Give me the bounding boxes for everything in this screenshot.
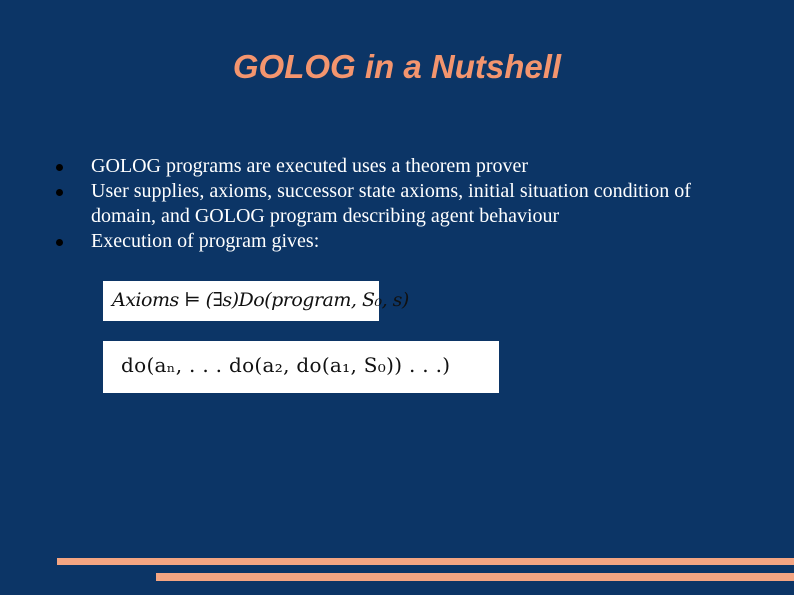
bullet-item	[56, 154, 756, 179]
bullet-text: Execution of program gives:	[91, 230, 320, 252]
formula-do-sequence-image	[103, 341, 499, 393]
bullet-dot-icon	[56, 189, 63, 196]
formula-do-sequence-text: do(aₙ, . . . do(a₂, do(a₁, S₀)) . . .)	[121, 353, 451, 377]
formula-axioms-text: Axioms ⊨ (∃s)Do(program, S₀, s)	[112, 289, 409, 311]
accent-bar-top	[57, 558, 794, 565]
bullet-dot-icon	[56, 239, 63, 246]
bullet-text: User supplies, axioms, successor state axioms, initial situation condition of domain, and GOLOG program describing agent behaviour	[91, 180, 691, 227]
bullet-list	[56, 154, 756, 254]
bullet-dot-icon	[56, 164, 63, 171]
bullet-item	[56, 179, 756, 229]
accent-bar-bottom	[156, 573, 794, 581]
bullet-text: GOLOG programs are executed uses a theorem prover	[91, 155, 529, 177]
formula-axioms-image	[103, 281, 409, 321]
slide-title: GOLOG in a Nutshell	[232, 48, 562, 85]
bullet-item	[56, 229, 756, 254]
